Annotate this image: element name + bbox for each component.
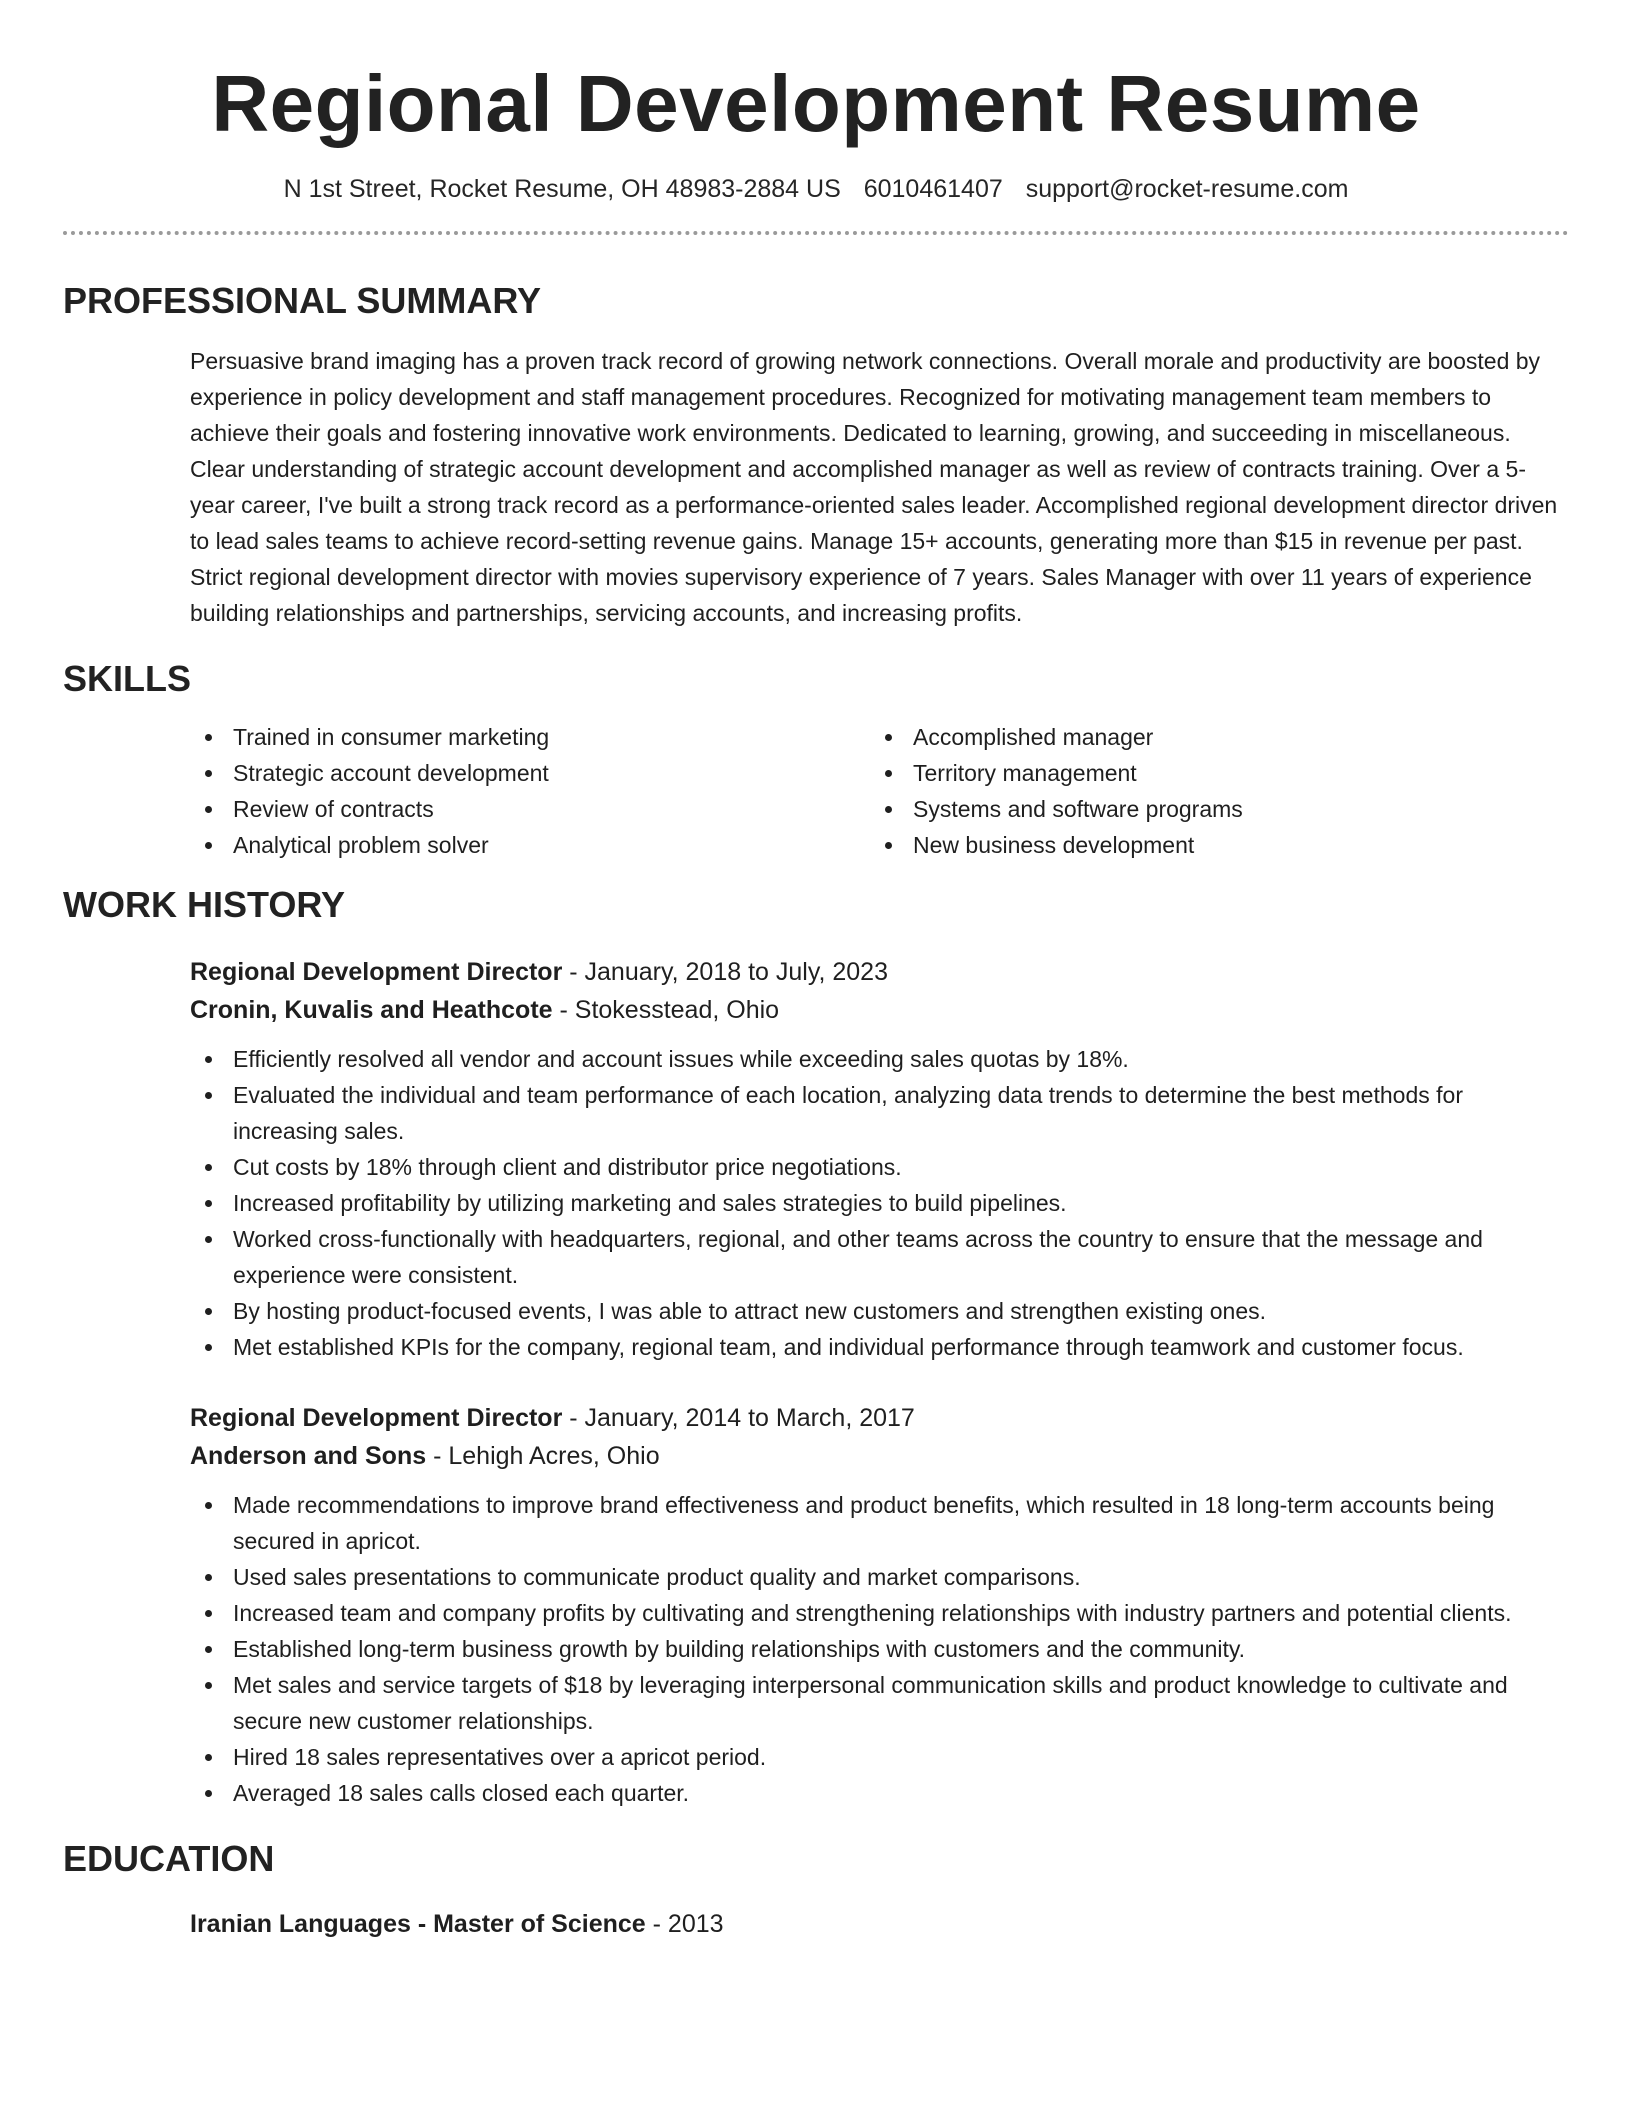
job-bullets (190, 1041, 1569, 1365)
job-title-line (190, 953, 1569, 991)
job-bullet: Used sales presentations to communicate product quality and market comparisons. (190, 1559, 1569, 1595)
education-body (63, 1905, 1569, 1943)
job-title-line (190, 1399, 1569, 1437)
job-company: Cronin, Kuvalis and Heathcote (190, 996, 553, 1024)
job-bullets (190, 1487, 1569, 1811)
summary-heading: PROFESSIONAL SUMMARY (63, 280, 542, 321)
job-bullet: Cut costs by 18% through client and distributor price negotiations. (190, 1149, 1569, 1185)
resume-title: Regional Development Resume (211, 59, 1421, 148)
contact-address: N 1st Street, Rocket Resume, OH 48983-2884 US (283, 175, 841, 203)
summary-section (63, 279, 1569, 631)
contact-phone: 6010461407 (863, 175, 1003, 203)
contact-email: support@rocket-resume.com (1025, 175, 1349, 203)
skills-section (63, 657, 1569, 863)
education-entry (190, 1905, 1569, 1943)
summary-text: Persuasive brand imaging has a proven track record of growing network connections. Overall morale and productivity are boosted by experience in policy development and staff management procedures. Recognized for motivating management team members to achieve their goals and fostering innovative work environments. Dedicated to learning, growing, and succeeding in miscellaneous. Clear understanding of strategic account development and accomplished manager as well as review of contracts training. Over a 5-year career, I've built a strong track record as a performance-oriented sales leader. Accomplished regional development director driven to lead sales teams to achieve record-setting revenue gains. Manage 15+ accounts, generating more than $15 in revenue per past. Strict regional development director with movies supervisory experience of 7 years. Sales Manager with over 11 years of experience building relationships and partnerships, servicing accounts, and increasing profits. (190, 348, 1558, 626)
summary-body (63, 343, 1569, 631)
job-dates: - January, 2018 to July, 2023 (562, 958, 888, 986)
skills-grid (190, 719, 1569, 863)
job-bullet: Hired 18 sales representatives over a apricot period. (190, 1739, 1569, 1775)
job-bullet: Met established KPIs for the company, regional team, and individual performance through teamwork and customer focus. (190, 1329, 1569, 1365)
job-location: - Lehigh Acres, Ohio (426, 1442, 660, 1470)
job-bullet: Increased team and company profits by cultivating and strengthening relationships with industry partners and potential clients. (190, 1595, 1569, 1631)
job-location: - Stokesstead, Ohio (552, 996, 780, 1024)
job-entry (190, 1399, 1569, 1811)
education-heading: EDUCATION (63, 1838, 275, 1879)
job-bullet: Made recommendations to improve brand effectiveness and product benefits, which resulted in 18 long-term accounts being secured in apricot. (190, 1487, 1569, 1559)
skill-item: Trained in consumer marketing (190, 719, 870, 755)
skill-item: Review of contracts (190, 791, 870, 827)
work-heading: WORK HISTORY (63, 884, 346, 925)
job-company-line (190, 991, 1569, 1029)
job-title: Regional Development Director (190, 1404, 563, 1432)
education-degree: Iranian Languages - Master of Science (190, 1910, 646, 1938)
work-body (63, 953, 1569, 1811)
job-bullet: Established long-term business growth by building relationships with customers and the community. (190, 1631, 1569, 1667)
job-bullet: Worked cross-functionally with headquarters, regional, and other teams across the country to ensure that the message and experience were consistent. (190, 1221, 1569, 1293)
skill-item: Territory management (870, 755, 1569, 791)
job-bullet: Increased profitability by utilizing marketing and sales strategies to build pipelines. (190, 1185, 1569, 1221)
header-divider (63, 231, 1569, 235)
contact-line (63, 172, 1569, 206)
skill-item: New business development (870, 827, 1569, 863)
skill-item: Accomplished manager (870, 719, 1569, 755)
skill-item: Analytical problem solver (190, 827, 870, 863)
education-year: - 2013 (645, 1910, 724, 1938)
job-bullet: Averaged 18 sales calls closed each quarter. (190, 1775, 1569, 1811)
job-bullet: Met sales and service targets of $18 by leveraging interpersonal communication skills and product knowledge to cultivate and secure new customer relationships. (190, 1667, 1569, 1739)
job-bullet: Evaluated the individual and team performance of each location, analyzing data trends to determine the best methods for increasing sales. (190, 1077, 1569, 1149)
job-dates: - January, 2014 to March, 2017 (562, 1404, 915, 1432)
job-bullet: Efficiently resolved all vendor and account issues while exceeding sales quotas by 18%. (190, 1041, 1569, 1077)
skill-item: Systems and software programs (870, 791, 1569, 827)
job-company: Anderson and Sons (190, 1442, 427, 1470)
work-section (63, 883, 1569, 1811)
job-company-line (190, 1437, 1569, 1475)
skill-item: Strategic account development (190, 755, 870, 791)
education-section (63, 1837, 1569, 1943)
skills-heading: SKILLS (63, 658, 192, 699)
job-title: Regional Development Director (190, 958, 563, 986)
skills-body (63, 719, 1569, 863)
job-entry (190, 953, 1569, 1365)
job-bullet: By hosting product-focused events, I was able to attract new customers and strengthen existing ones. (190, 1293, 1569, 1329)
skills-list-right (870, 719, 1569, 863)
skills-list-left (190, 719, 870, 863)
